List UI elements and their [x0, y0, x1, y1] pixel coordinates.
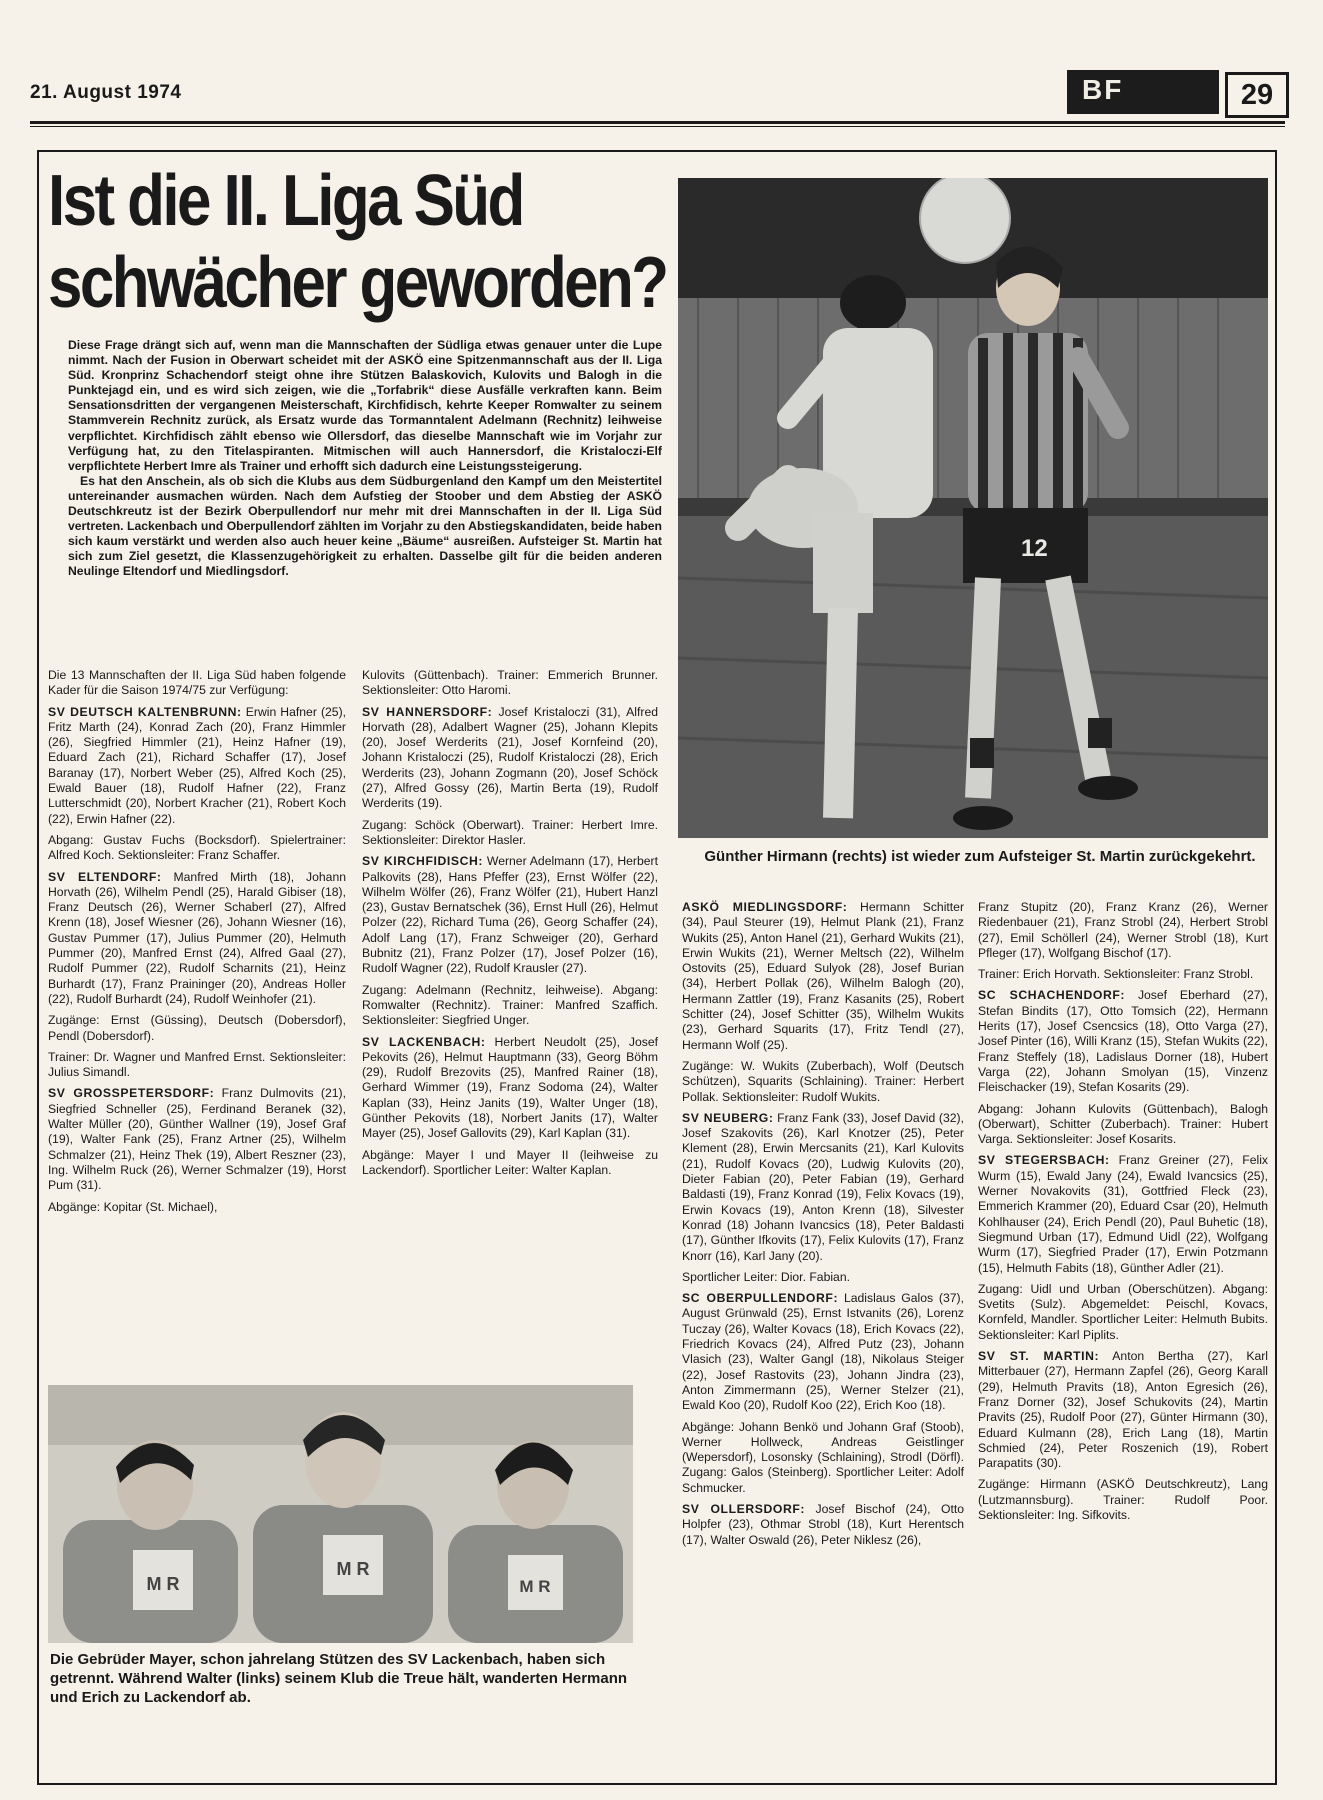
team-roster: Josef Bischof (24), Otto Holpfer (23), Othmar Strobl (18), Kurt Herentsch (17), Walter Oswald (26), Peter Niklesz (26),	[682, 1501, 965, 1547]
team-transfers: Zugänge: W. Wukits (Zuberbach), Wolf (Deutsch Schützen), Squarits (Schlaining). Trainer: Herbert Pollak. Sektionsleiter: Rudolf Wukits.	[682, 1058, 964, 1104]
team-roster: Josef Eberhard (27), Stefan Bindits (17), Otto Tomsich (22), Hermann Herits (17), Josef Csencsics (18), Otto Varga (27), Josef Pinter (16), Willi Kranz (15), Stefan Wukits (22), Franz Steffely (18), Ladislaus Dorner (18), Hubert Varga (22), Johann Smolyan (15), Vinzenz Fleischacker (19), Stefan Kosarits (29).	[978, 988, 1268, 1095]
team-roster: Erwin Hafner (25), Fritz Marth (24), Konrad Zach (20), Franz Himmler (26), Siegfried Himmler (21), Heinz Hafner (19), Eduard Zach (21), Richard Schaffer (17), Josef Baranay (17), Norbert Weber (25), Alfred Koch (25), Ewald Bauer (18), Rudolf Hafner (22), Franz Lutterschmidt (20), Norbert Kracher (21), Robert Koch (22), Erwin Hafner (22).	[48, 704, 347, 826]
headline-line-2: schwächer geworden?	[48, 243, 667, 323]
roster-st-martin	[978, 1349, 1268, 1471]
team-name: SC SCHACHENDORF:	[978, 988, 1126, 1003]
roster-intro: Die 13 Mannschaften der II. Liga Süd haben folgende Kader für die Saison 1974/75 zur Verfügung:	[48, 668, 346, 698]
football-action-illustration	[678, 178, 1268, 838]
team-roster: Franz Fank (33), Josef David (32), Josef Szakovits (26), Karl Knotzer (25), Peter Klement (28), Erwin Mercsanits (21), Karl Kulovits (21), Rudolf Kovacs (20), Ludwig Kulovits (20), Dieter Fabian (20), Peter Fabian (19), Gerhard Baldasti (19), Franz Konrad (19), Felix Kovacs (19), Erwin Kovacs (19), Anton Krenn (18), Silvester Konrad (18) Johann Ivancsics (18), Peter Baldasti (17), Günther Ifkovits (17), Felix Kulovits (17), Franz Knorr (16), Karl Jany (20).	[682, 1110, 964, 1263]
roster-lackenbach	[362, 1035, 658, 1142]
team-roster: Werner Adelmann (17), Herbert Palkovits (28), Hans Pfeffer (23), Ernst Wölfer (22), Wilhelm Wölfer (26), Franz Wölfer (21), Hubert Hanzl (23), Gustav Bernatschek (36), Ernst Hull (26), Helmut Polzer (22), Richard Tuma (26), Georg Schaffer (24), Adolf Lang (17), Franz Schweiger (20), Gerhard Bubnitz (21), Franz Polzer (17), Josef Polzer (16), Rudolf Wagner (22), Rudolf Krausler (27).	[362, 854, 658, 976]
roster-continuation: Kulovits (Güttenbach). Trainer: Emmerich Brunner. Sektionsleiter: Otto Haromi.	[362, 668, 658, 698]
team-name: SV DEUTSCH KALTENBRUNN:	[48, 704, 242, 719]
team-transfers: Abgänge: Johann Benkö und Johann Graf (Stoob), Werner Hollweck, Andreas Geistlinger (Wepersdorf), Losonsky (Schlaining), Strodl (Dörfl). Zugang: Galos (Steinberg). Sportlicher Leiter: Adolf Schmucker.	[682, 1419, 964, 1495]
roster-continuation: Franz Stupitz (20), Franz Kranz (26), Werner Riedenbauer (21), Franz Strobl (24), Herbert Strobl (27), Emil Schöllerl (24), Werner Strobl (18), Kurt Pfleger (17), Wolfgang Bischof (17).	[978, 900, 1268, 960]
column-3	[682, 900, 964, 1554]
page-number: 29	[1225, 72, 1289, 118]
team-transfers: Zugänge: Ernst (Güssing), Deutsch (Dobersdorf), Pendl (Dobersdorf).	[48, 1013, 346, 1043]
issue-date: 21. August 1974	[30, 82, 182, 103]
headline	[48, 160, 667, 324]
roster-hannersdorf	[362, 705, 658, 812]
team-name: SV ST. MARTIN:	[978, 1349, 1100, 1364]
header-rule-thin	[30, 126, 1285, 127]
team-transfers: Abgang: Gustav Fuchs (Bocksdorf). Spielertrainer: Alfred Koch. Sektionsleiter: Franz Schaffer.	[48, 832, 346, 863]
photo2-caption: Die Gebrüder Mayer, schon jahrelang Stützen des SV Lackenbach, haben sich getrennt. Während Walter (links) seinem Klub die Treue hält, wanderten Hermann und Erich zu Lackendorf ab.	[50, 1651, 628, 1706]
team-roster: Herbert Neudolt (25), Josef Pekovits (26), Helmut Hauptmann (33), Georg Böhm (29), Rudolf Brezovits (25), Manfred Rainer (18), Gerhard Wimmer (19), Franz Sodoma (24), Walter Kaplan (33), Heinz Janits (19), Walter Unger (18), Günther Pekovits (18), Norbert Janits (17), Walter Mayer (25), Josef Gallovits (29), Karl Kaplan (31).	[362, 1034, 658, 1141]
team-roster: Manfred Mirth (18), Johann Horvath (26), Wilhelm Pendl (25), Harald Gibiser (18), Franz Deutsch (26), Werner Schaberl (27), Alfred Krenn (18), Josef Wiesner (26), Johann Wiesner (16), Gustav Pummer (17), Julius Pummer (20), Helmuth Pummer (20), Manfred Ernst (24), Alfred Gaal (27), Rudolf Pummer (22), Rudolf Scharnits (21), Heinz Burhardt (17), Franz Praininger (20), Andreas Holler (22), Rudolf Burhardt (24), Rudolf Weinhofer (21).	[48, 869, 347, 1006]
roster-grosspetersdorf	[48, 1086, 346, 1193]
team-staff: Sportlicher Leiter: Dior. Fabian.	[682, 1269, 850, 1284]
team-transfers: Zugänge: Hirmann (ASKÖ Deutschkreutz), Lang (Lutzmannsburg). Trainer: Rudolf Poor. Sektionsleiter: Ing. Sifkovits.	[978, 1477, 1268, 1522]
article-lead	[68, 338, 662, 580]
roster-neuberg	[682, 1111, 964, 1264]
team-staff: Trainer: Dr. Wagner und Manfred Ernst. Sektionsleiter: Julius Simandl.	[48, 1049, 346, 1080]
section-label: BF	[1082, 74, 1124, 105]
team-roster: Hermann Schitter (34), Paul Steurer (19), Helmut Plank (21), Franz Wukits (25), Anton Hanel (21), Gerhard Wukits (21), Erwin Wukits (21), Werner Meltsch (22), Wilhelm Ostovits (25), Eduard Sulyok (28), Josef Burian (34), Herbert Pollak (26), Wilhelm Balogh (20), Hermann Zattler (19), Franz Kasanits (25), Robert Schitter (24), Josef Schitter (35), Wilhelm Wukits (23), Gerhard Squarits (17), Fritz Tendl (27), Hermann Wolf (25).	[682, 900, 965, 1052]
team-transfers: Abgänge: Mayer I und Mayer II (leihweise zu Lackendorf). Sportlicher Leiter: Walter Kaplan.	[362, 1147, 658, 1177]
team-roster: Anton Bertha (27), Karl Mitterbauer (27), Hermann Zapfel (26), Georg Karall (29), Helmuth Pravits (18), Anton Egresich (26), Franz Dorner (32), Josef Schukovits (24), Martin Pravits (25), Rudolf Poor (27), Günter Hirmann (30), Eduard Kulmann (28), Erich Lang (18), Martin Schmied (24), Peter Roszenich (19), Robert Parapatits (30).	[978, 1349, 1268, 1471]
team-transfers: Zugang: Schöck (Oberwart). Trainer: Herbert Imre. Sektionsleiter: Direktor Hasler.	[362, 817, 658, 847]
lead-paragraph-1: Diese Frage drängt sich auf, wenn man die Mannschaften der Südliga etwas genauer unter die Lupe nimmt. Nach der Fusion in Oberwart scheidet mit der ASKÖ eine Spitzenmannschaft aus der II. Liga Süd. Kronprinz Schachendorf steigt ohne ihre Stützen Balaskovich, Kulovits und Balogh in die Punktejagd ein, und es wird sich zeigen, wie die „Torfabrik“ diese Ausfälle verkraften kann. Beim Sensationsdritten der vergangenen Meisterschaft, Kirchfidisch, kehrte Keeper Romwalter zu seinem Stammverein Rechnitz zurück, als Ersatz wurde das Tormanntalent Adelmann (Rechnitz) leihweise verpflichtet. Kirchfidisch zählt ebenso wie Ollersdorf, das dieselbe Mannschaft wie im Vorjahr zur Verfügung hat, zu den Titelaspiranten. Mitmischen will auch Hannersdorf, die Kristaloczi-Elf verpflichtete Herbert Imre als Trainer und erhofft sich dadurch eine Leistungssteigerung.	[68, 338, 662, 473]
football-action-photo	[678, 178, 1268, 838]
team-name: SV NEUBERG:	[682, 1110, 774, 1125]
team-staff: Trainer: Erich Horvath. Sektionsleiter: Franz Strobl.	[978, 967, 1254, 982]
roster-eltendorf	[48, 870, 346, 1008]
team-name: SV STEGERSBACH:	[978, 1153, 1110, 1168]
team-name: SC OBERPULLENDORF:	[682, 1291, 839, 1306]
team-transfers: Zugang: Adelmann (Rechnitz, leihweise). Abgang: Romwalter (Rechnitz). Trainer: Manfred Szaffich. Sektionsleiter: Siegfried Unger.	[362, 982, 658, 1028]
team-portrait-illustration	[48, 1385, 633, 1643]
photo1-caption: Günther Hirmann (rechts) ist wieder zum Aufsteiger St. Martin zurückgekehrt.	[704, 848, 1256, 865]
team-name: SV HANNERSDORF:	[362, 704, 493, 719]
shirt-letters-2: M R	[336, 1559, 370, 1579]
header-rule	[30, 121, 1285, 124]
column-4	[978, 900, 1268, 1529]
roster-kirchfidisch	[362, 854, 658, 976]
team-transfers: Zugang: Uidl und Urban (Oberschützen). Abgang: Svetits (Sulz). Abgemeldet: Peischl, Kovacs, Kornfeld, Mandler. Sportlicher Leiter: Helmuth Bubits. Sektionsleiter: Karl Piplits.	[978, 1281, 1268, 1342]
team-roster: Ladislaus Galos (37), August Grünwald (25), Ernst Istvanits (26), Lorenz Tuczay (26), Walter Kovacs (18), Erich Kovacs (22), Friedrich Kovacs (24), Alfred Putz (23), Johann Vlasich (23), Walter Gangl (18), Nikolaus Steiger (22), Josef Rastovits (23), Johann Jindra (23), Anton Zimmermann (25), Werner Stelzer (21), Ewald Koo (20), Rudolf Koo (22), Erich Koo (18).	[682, 1291, 964, 1413]
roster-ollersdorf	[682, 1502, 964, 1548]
column-2	[362, 668, 658, 1184]
headline-line-1: Ist die II. Liga Süd	[48, 161, 523, 241]
team-transfers: Abgang: Johann Kulovits (Güttenbach), Balogh (Oberwart), Schitter (Zuberbach). Trainer: Hubert Varga. Sektionsleiter: Josef Kosarits.	[978, 1101, 1268, 1147]
team-name: SV LACKENBACH:	[362, 1034, 486, 1049]
team-name: SV KIRCHFIDISCH:	[362, 854, 484, 869]
team-transfers: Abgänge: Kopitar (St. Michael),	[48, 1199, 218, 1214]
team-roster: Franz Greiner (27), Felix Wurm (15), Ewald Jany (24), Ewald Ivancsics (25), Werner Novakovits (31), Gottfried Fleck (23), Emmerich Krammer (20), Eduard Csar (20), Helmuth Kohlhauser (24), Erich Pendl (20), Paul Buhetic (18), Siegmund Urban (17), Edmund Uidl (22), Wolfgang Wurm (17), Siegfried Prader (17), Erwin Potzmann (15), Helmuth Fabits (18), Günther Adler (21).	[978, 1153, 1269, 1275]
lead-paragraph-2: Es hat den Anschein, als ob sich die Klubs aus dem Südburgenland den Kampf um den Meistertitel untereinander ausmachen würden. Nach dem Aufstieg der Stoober und dem Abstieg der ASKÖ Deutschkreutz ist der Bezirk Oberpullendorf nur mehr mit drei Mannschaften in der II. Liga Süd vertreten. Lackenbach und Oberpullendorf zählten im Vorjahr zu den Abstiegskandidaten, beide haben sich kaum verstärkt und werden also auch heuer keine „Bäume“ ausreißen. Aufsteiger St. Martin hat sich zum Ziel gesetzt, die Klassenzugehörigkeit zu erhalten. Dasselbe gilt für die beiden anderen Neulinge Eltendorf und Miedlingsdorf.	[68, 473, 662, 579]
team-name: SV OLLERSDORF:	[682, 1501, 806, 1516]
team-roster: Franz Dulmovits (21), Siegfried Schneller (25), Ferdinand Beranek (32), Walter Müller (20), Günther Wallner (19), Josef Graf (19), Walter Fank (25), Franz Artner (25), Wilhelm Schmalzer (21), Heinz Thek (19), Albert Reszner (23), Ing. Wilhelm Ruck (26), Werner Schmalzer (19), Horst Pum (31).	[48, 1086, 346, 1193]
team-roster: Josef Kristaloczi (31), Alfred Horvath (28), Adalbert Wagner (25), Johann Klepits (20), Josef Werderits (21), Josef Kornfeind (20), Johann Kristaloczi (25), Rudolf Kristaloczi (28), Erich Werderits (23), Johann Zogmann (20), Josef Schöck (27), Alfred Gossy (26), Martin Berta (19), Rudolf Werderits (19).	[362, 704, 658, 811]
roster-miedlingsdorf	[682, 900, 964, 1053]
column-1	[48, 668, 346, 1221]
team-name: SV ELTENDORF:	[48, 869, 162, 884]
shirt-letters-3: M R	[519, 1577, 551, 1596]
mayer-brothers-photo	[48, 1385, 633, 1643]
team-name: ASKÖ MIEDLINGSDORF:	[682, 900, 848, 914]
roster-schachendorf	[978, 988, 1268, 1095]
shirt-letters-1: M R	[146, 1574, 180, 1594]
team-name: SV GROSSPETERSDORF:	[48, 1086, 215, 1101]
roster-oberpullendorf	[682, 1291, 964, 1413]
roster-kaltenbrunn	[48, 705, 346, 827]
roster-stegersbach	[978, 1153, 1268, 1275]
jersey-number: 12	[1021, 535, 1048, 562]
